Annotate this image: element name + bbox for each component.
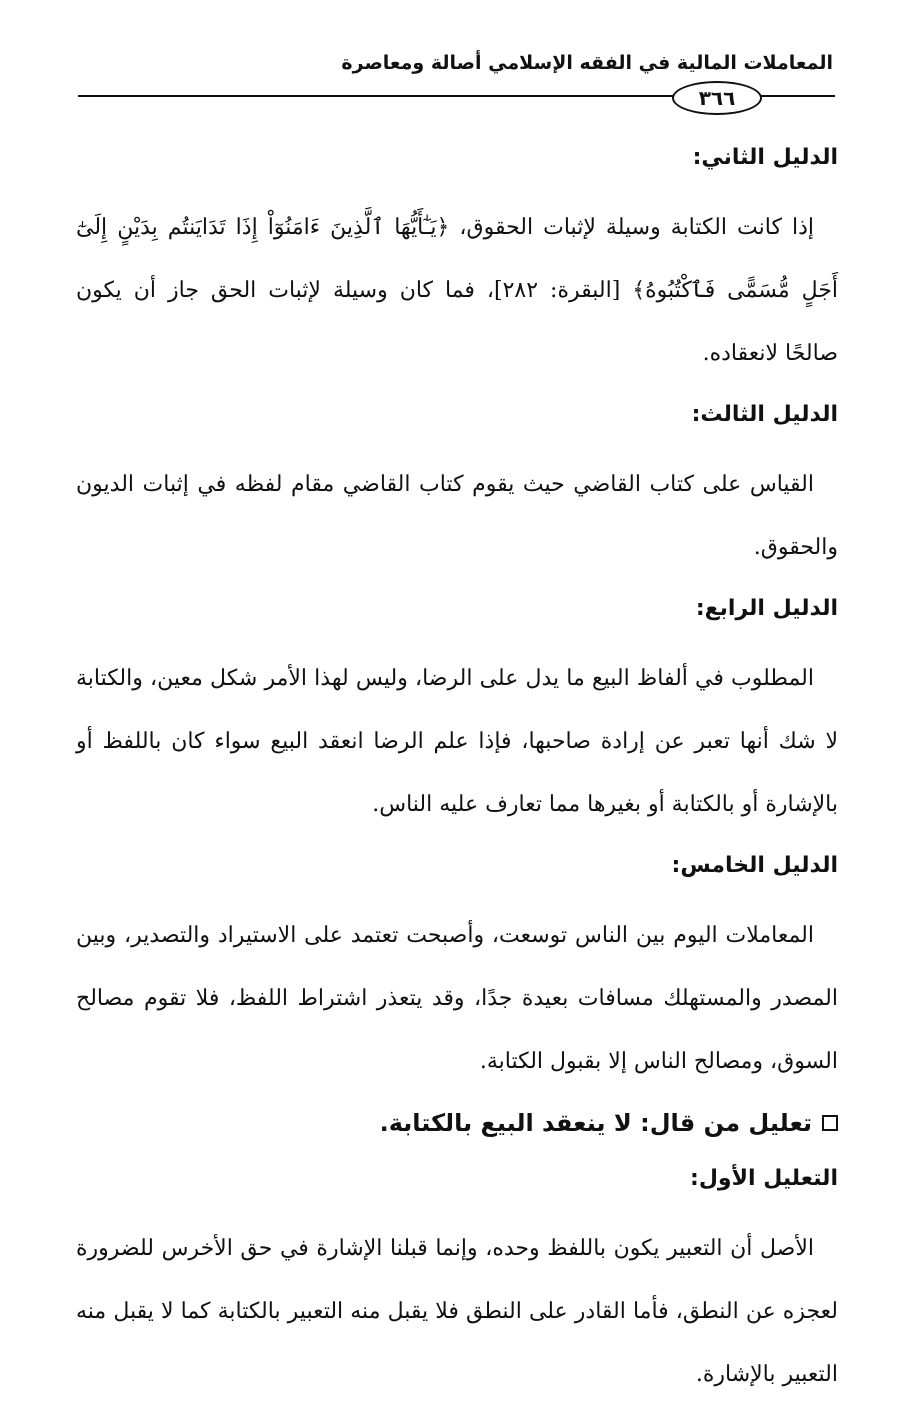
proof2-text-part2: [البقرة: ٢٨٢]، فما كان وسيلة لإثبات الحق جاز أن يكون صالحًا لانعقاده.: [76, 278, 838, 366]
page-number: ٣٦٦: [672, 81, 762, 115]
proof2-text-part1: إذا كانت الكتابة وسيلة لإثبات الحقوق،: [449, 215, 814, 240]
section-title: [76, 1103, 838, 1143]
proof3-heading: الدليل الثالث:: [691, 402, 838, 427]
proof5-heading: الدليل الخامس:: [671, 853, 838, 878]
proof4-heading: الدليل الرابع:: [695, 596, 838, 621]
page-content: [76, 138, 838, 1416]
proof2-paragraph: [76, 196, 838, 385]
proof4-paragraph: المطلوب في ألفاظ البيع ما يدل على الرضا، وليس لهذا الأمر شكل معين، والكتابة لا شك أنها تعبر عن إرادة صاحبها، فإذا علم الرضا انعقد البيع سواء كان باللفظ أو بالإشارة أو بالكتابة أو بغيرها مما تعارف عليه الناس.: [76, 666, 838, 817]
running-header: المعاملات المالية في الفقه الإسلامي أصالة ومعاصرة: [341, 52, 833, 74]
proof5-paragraph: المعاملات اليوم بين الناس توسعت، وأصبحت تعتمد على الاستيراد والتصدير، وبين المصدر والمستهلك مسافات بعيدة جدًا، وقد يتعذر اشتراط اللفظ، فلا تقوم مصالح السوق، ومصالح الناس إلا بقبول الكتابة.: [76, 923, 838, 1074]
square-bullet-icon: [822, 1115, 838, 1131]
reason1-heading: التعليل الأول:: [690, 1166, 838, 1191]
proof3-paragraph: القياس على كتاب القاضي حيث يقوم كتاب القاضي مقام لفظه في إثبات الديون والحقوق.: [76, 472, 838, 560]
quran-verse: ﴿يَـٰٓأَيُّهَا ٱلَّذِينَ ءَامَنُوٓاْ إِذَا تَدَايَنتُم بِدَيْنٍ إِلَىٰٓ أَجَلٍ مُّسَمًّى فَٱكْتُبُوهُ﴾: [76, 215, 838, 303]
proof2-heading: الدليل الثاني:: [692, 145, 838, 170]
reason1-paragraph: الأصل أن التعبير يكون باللفظ وحده، وإنما قبلنا الإشارة في حق الأخرس للضرورة لعجزه عن النطق، فأما القادر على النطق فلا يقبل منه التعبير بالكتابة كما لا يقبل منه التعبير بالإشارة.: [76, 1236, 838, 1387]
section-title-text: تعليل من قال: لا ينعقد البيع بالكتابة.: [379, 1109, 812, 1137]
